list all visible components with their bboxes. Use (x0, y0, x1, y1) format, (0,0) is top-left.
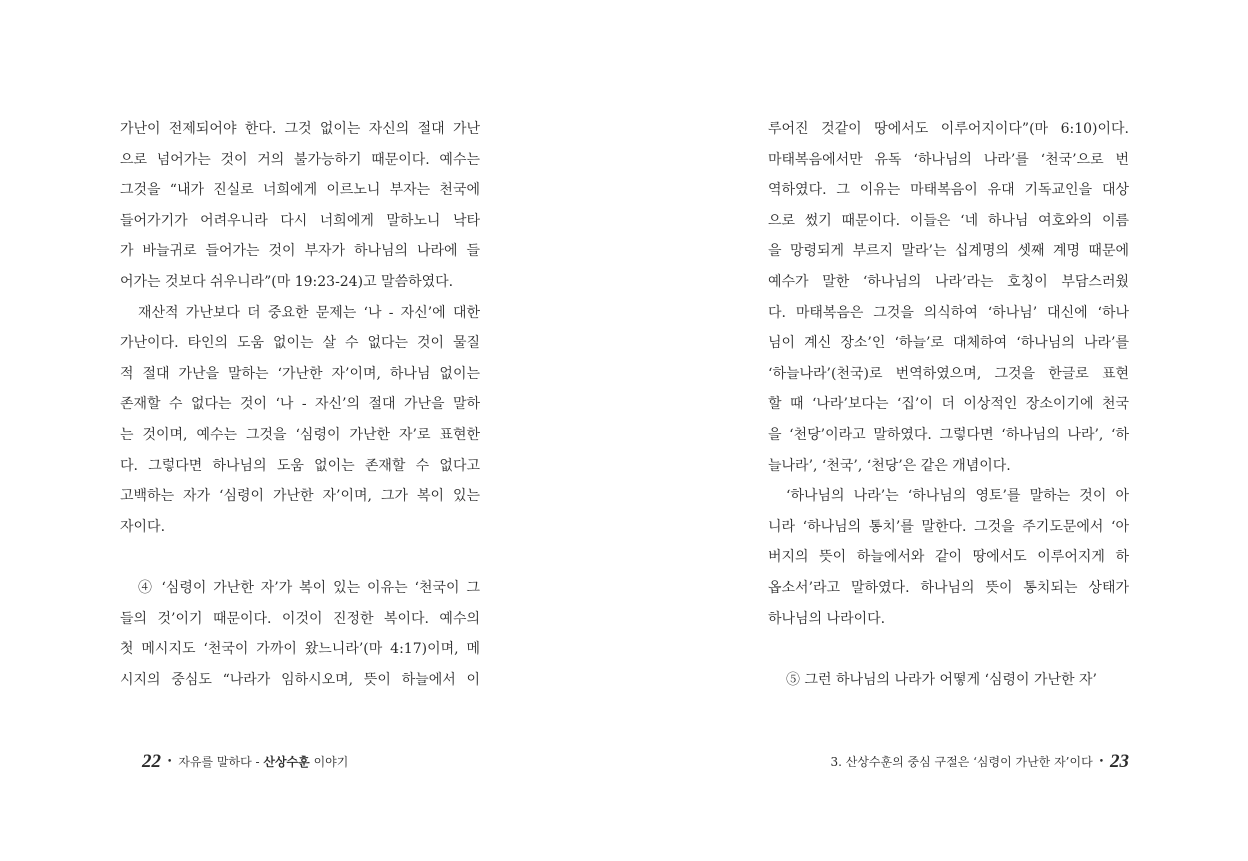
text-line: 는 것이며, 예수는 그것을 ‘심령이 가난한 자’로 표현한 (120, 426, 480, 443)
text-line: 다. 그렇다면 하나님의 도움 없이는 존재할 수 없다고 (120, 457, 480, 474)
left-page-footer (142, 748, 348, 776)
text-line: 니라 ‘하나님의 통치’를 말한다. 그것을 주기도문에서 ‘아 (768, 518, 1129, 535)
paragraph (120, 573, 480, 695)
paragraph (768, 114, 1129, 481)
text-line: 예수가 말한 ‘하나님의 나라’라는 호칭이 부담스러웠 (768, 273, 1129, 290)
page-number: 22 (142, 751, 161, 772)
text-line: 들의 것’이기 때문이다. 이것이 진정한 복이다. 예수의 (120, 610, 480, 627)
paragraph (120, 298, 480, 543)
text-line: 을 ‘천당’이라고 말하였다. 그렇다면 ‘하나님의 나라’, ‘하 (768, 426, 1129, 443)
text-line: 으로 썼기 때문이다. 이들은 ‘네 하나님 여호와의 이름 (768, 212, 1129, 229)
text-line: 할 때 ‘나라’보다는 ‘집’이 더 이상적인 장소이기에 천국 (768, 396, 1129, 413)
text-line: 그것을 “내가 진실로 너희에게 이르노니 부자는 천국에 (120, 182, 480, 199)
text-line: 버지의 뜻이 하늘에서와 같이 땅에서도 이루어지게 하 (768, 549, 1129, 566)
text-line: 하나님의 나라이다. (768, 610, 886, 627)
text-line: 으로 넘어가는 것이 거의 불가능하기 때문이다. 예수는 (120, 151, 480, 168)
left-page-body (120, 114, 480, 695)
paragraph-gap (768, 634, 1129, 665)
book-title-prefix: 자유를 말하다 - (178, 755, 264, 769)
text-line: ‘하늘나라’(천국)로 번역하였으며, 그것을 한글로 표현 (768, 365, 1129, 382)
text-line: 늘나라’, ‘천국’, ‘천당’은 같은 개념이다. (768, 457, 1011, 474)
paragraph (768, 665, 1129, 696)
text-line: ⑤ 그런 하나님의 나라가 어떻게 ‘심령이 가난한 자’ (786, 671, 1098, 688)
text-line: 가난이다. 타인의 도움 없이는 살 수 없다는 것이 물질 (120, 335, 480, 352)
text-line: 을 망령되게 부르지 말라’는 십계명의 셋째 계명 때문에 (768, 243, 1129, 260)
paragraph-gap (120, 542, 480, 573)
left-page (120, 0, 480, 861)
text-line: 옵소서’라고 말하였다. 하나님의 뜻이 통치되는 상태가 (768, 579, 1129, 596)
right-page-body (768, 114, 1129, 695)
text-line: 어가는 것보다 쉬우니라”(마 19:23-24)고 말씀하였다. (120, 273, 454, 290)
paragraph (768, 481, 1129, 634)
text-line: 마태복음에서만 유독 ‘하나님의 나라’를 ‘천국’으로 번 (768, 151, 1129, 168)
text-line: 가 바늘귀로 들어가는 것이 부자가 하나님의 나라에 들 (120, 243, 480, 260)
bullet-separator: • (167, 757, 173, 767)
text-line: 재산적 가난보다 더 중요한 문제는 ‘나 - 자신’에 대한 (138, 304, 480, 321)
bullet-separator: • (1098, 757, 1104, 767)
text-line: 들어가기가 어려우니라 다시 너희에게 말하노니 낙타 (120, 212, 480, 229)
page-number: 23 (1110, 751, 1129, 772)
right-page-footer (830, 748, 1129, 776)
book-title-suffix: 이야기 (309, 755, 349, 769)
text-line: 존재할 수 없다는 것이 ‘나 - 자신’의 절대 가난을 말하 (120, 396, 480, 413)
text-line: 가난이 전제되어야 한다. 그것 없이는 자신의 절대 가난 (120, 121, 480, 137)
text-line: 자이다. (120, 518, 166, 535)
chapter-title: 3. 산상수훈의 중심 구절은 ‘심령이 가난한 자’이다 (830, 755, 1093, 769)
text-line: 첫 메시지도 ‘천국이 가까이 왔느니라’(마 4:17)이며, 메 (120, 641, 480, 658)
text-line: 님이 계신 장소’인 ‘하늘’로 대체하여 ‘하나님의 나라’를 (768, 335, 1129, 352)
right-page (768, 0, 1129, 861)
text-line: 시지의 중심도 “나라가 임하시오며, 뜻이 하늘에서 이 (120, 671, 480, 688)
text-line: 적 절대 가난을 말하는 ‘가난한 자’이며, 하나님 없이는 (120, 365, 480, 382)
paragraph (120, 114, 480, 298)
text-line: 다. 마태복음은 그것을 의식하여 ‘하나님’ 대신에 ‘하나 (768, 304, 1129, 321)
text-line: ④ ‘심령이 가난한 자’가 복이 있는 이유는 ‘천국이 그 (138, 579, 480, 596)
text-line: 루어진 것같이 땅에서도 이루어지이다”(마 6:10)이다. (768, 121, 1129, 137)
text-line: ‘하나님의 나라’는 ‘하나님의 영토’를 말하는 것이 아 (786, 488, 1129, 505)
text-line: 고백하는 자가 ‘심령이 가난한 자’이며, 그가 복이 있는 (120, 488, 480, 505)
book-title-bold: 산상수훈 (263, 755, 310, 769)
text-line: 역하였다. 그 이유는 마태복음이 유대 기독교인을 대상 (768, 182, 1129, 199)
